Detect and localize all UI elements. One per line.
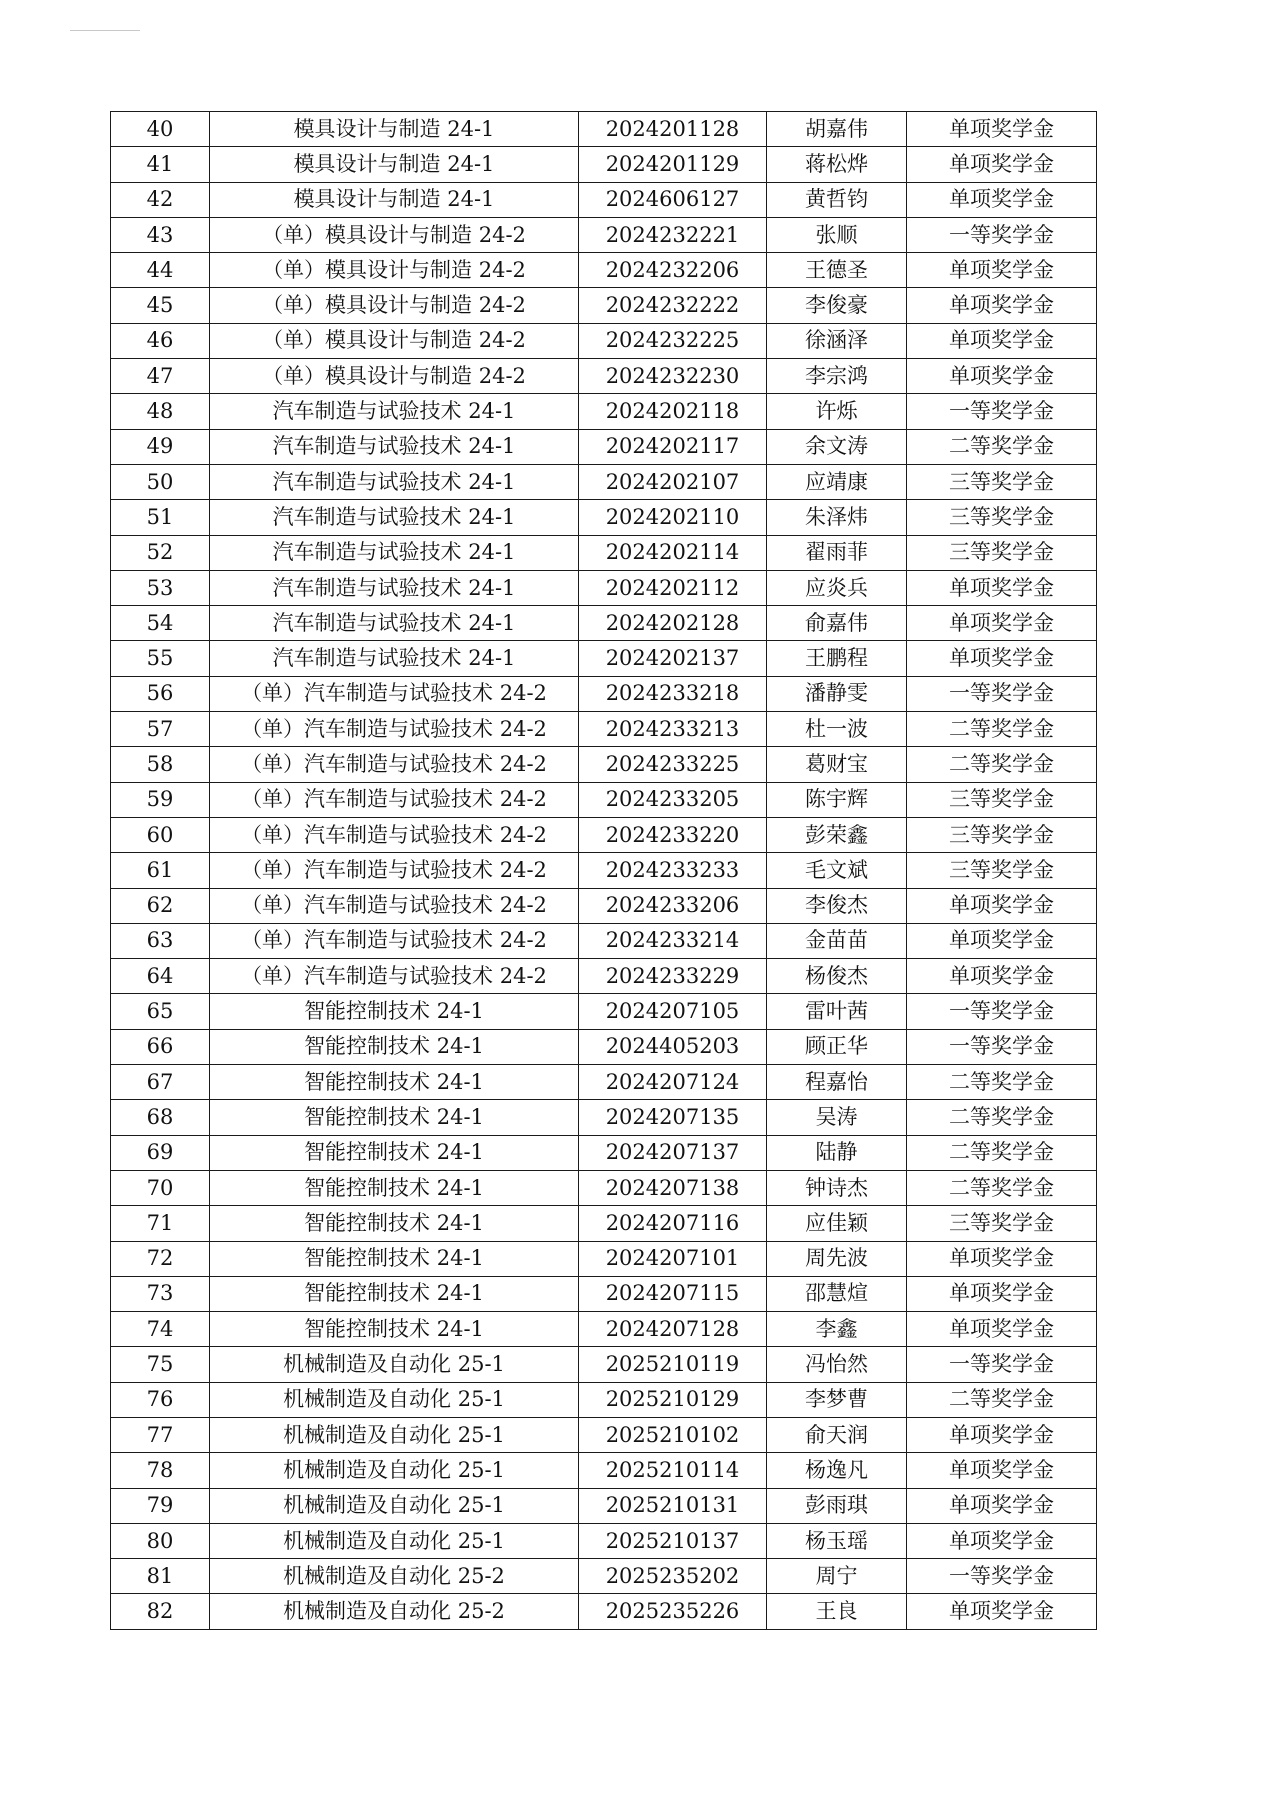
class-name: （单）模具设计与制造 24-2 [210,253,579,288]
table-row [111,888,1097,923]
table-row [111,606,1097,641]
student-name: 葛财宝 [767,747,907,782]
award-type: 三等奖学金 [907,1206,1097,1241]
award-type: 单项奖学金 [907,923,1097,958]
student-name: 俞天润 [767,1417,907,1452]
row-number: 54 [111,606,210,641]
student-id: 2024233218 [579,676,767,711]
class-name: 汽车制造与试验技术 24-1 [210,570,579,605]
student-name: 雷叶茜 [767,994,907,1029]
student-name: 李鑫 [767,1312,907,1347]
student-name: 金苗苗 [767,923,907,958]
student-name: 周宁 [767,1559,907,1594]
award-type: 单项奖学金 [907,112,1097,147]
table-row [111,782,1097,817]
class-name: 智能控制技术 24-1 [210,1065,579,1100]
table-row [111,429,1097,464]
row-number: 67 [111,1065,210,1100]
student-id: 2024207137 [579,1135,767,1170]
table-row [111,217,1097,252]
row-number: 51 [111,500,210,535]
scholarship-table-body [111,112,1097,1630]
award-type: 三等奖学金 [907,853,1097,888]
student-name: 彭荣鑫 [767,817,907,852]
class-name: 汽车制造与试验技术 24-1 [210,641,579,676]
class-name: （单）汽车制造与试验技术 24-2 [210,923,579,958]
student-name: 李宗鸿 [767,359,907,394]
student-id: 2024233225 [579,747,767,782]
row-number: 78 [111,1453,210,1488]
table-row [111,394,1097,429]
table-row [111,1453,1097,1488]
student-id: 2025210114 [579,1453,767,1488]
class-name: 智能控制技术 24-1 [210,1170,579,1205]
student-id: 2024233205 [579,782,767,817]
student-name: 应靖康 [767,464,907,499]
award-type: 一等奖学金 [907,676,1097,711]
table-row [111,1276,1097,1311]
student-name: 余文涛 [767,429,907,464]
class-name: 智能控制技术 24-1 [210,1100,579,1135]
table-row [111,923,1097,958]
student-id: 2024232230 [579,359,767,394]
award-type: 单项奖学金 [907,888,1097,923]
student-name: 蒋松烨 [767,147,907,182]
class-name: 机械制造及自动化 25-2 [210,1594,579,1629]
student-id: 2025210137 [579,1523,767,1558]
award-type: 单项奖学金 [907,570,1097,605]
award-type: 一等奖学金 [907,217,1097,252]
award-type: 单项奖学金 [907,288,1097,323]
student-id: 2024232221 [579,217,767,252]
table-row [111,1382,1097,1417]
class-name: 智能控制技术 24-1 [210,1029,579,1064]
class-name: （单）模具设计与制造 24-2 [210,217,579,252]
award-type: 单项奖学金 [907,323,1097,358]
class-name: （单）模具设计与制造 24-2 [210,359,579,394]
award-type: 一等奖学金 [907,394,1097,429]
class-name: 机械制造及自动化 25-1 [210,1523,579,1558]
class-name: （单）模具设计与制造 24-2 [210,323,579,358]
student-id: 2024207101 [579,1241,767,1276]
student-name: 李俊豪 [767,288,907,323]
student-name: 邵慧煊 [767,1276,907,1311]
table-row [111,535,1097,570]
scholarship-table [110,111,1097,1630]
student-name: 陈宇辉 [767,782,907,817]
row-number: 55 [111,641,210,676]
scan-mark [70,30,140,31]
award-type: 单项奖学金 [907,182,1097,217]
student-name: 程嘉怡 [767,1065,907,1100]
award-type: 一等奖学金 [907,1347,1097,1382]
student-name: 许烁 [767,394,907,429]
award-type: 三等奖学金 [907,500,1097,535]
class-name: 汽车制造与试验技术 24-1 [210,429,579,464]
award-type: 单项奖学金 [907,147,1097,182]
table-row [111,1029,1097,1064]
student-id: 2024202137 [579,641,767,676]
award-type: 二等奖学金 [907,1100,1097,1135]
class-name: 模具设计与制造 24-1 [210,147,579,182]
student-id: 2024232206 [579,253,767,288]
student-id: 2024207115 [579,1276,767,1311]
row-number: 62 [111,888,210,923]
class-name: （单）汽车制造与试验技术 24-2 [210,747,579,782]
class-name: （单）汽车制造与试验技术 24-2 [210,676,579,711]
table-row [111,817,1097,852]
student-id: 2024233206 [579,888,767,923]
student-id: 2024233233 [579,853,767,888]
student-name: 朱泽炜 [767,500,907,535]
table-row [111,1241,1097,1276]
award-type: 二等奖学金 [907,1065,1097,1100]
student-name: 王德圣 [767,253,907,288]
student-id: 2025210131 [579,1488,767,1523]
class-name: 机械制造及自动化 25-1 [210,1382,579,1417]
student-name: 杨玉瑶 [767,1523,907,1558]
class-name: （单）汽车制造与试验技术 24-2 [210,888,579,923]
table-row [111,959,1097,994]
class-name: （单）汽车制造与试验技术 24-2 [210,853,579,888]
class-name: 模具设计与制造 24-1 [210,182,579,217]
student-name: 黄哲钧 [767,182,907,217]
award-type: 单项奖学金 [907,606,1097,641]
table-row [111,1417,1097,1452]
award-type: 二等奖学金 [907,1170,1097,1205]
class-name: 汽车制造与试验技术 24-1 [210,535,579,570]
student-id: 2024405203 [579,1029,767,1064]
student-id: 2024207135 [579,1100,767,1135]
row-number: 66 [111,1029,210,1064]
table-row [111,853,1097,888]
student-id: 2024233220 [579,817,767,852]
student-name: 应佳颖 [767,1206,907,1241]
award-type: 单项奖学金 [907,1276,1097,1311]
student-id: 2024233229 [579,959,767,994]
student-name: 毛文斌 [767,853,907,888]
table-row [111,359,1097,394]
row-number: 70 [111,1170,210,1205]
row-number: 71 [111,1206,210,1241]
table-row [111,676,1097,711]
class-name: （单）汽车制造与试验技术 24-2 [210,712,579,747]
student-id: 2024207105 [579,994,767,1029]
table-row [111,1347,1097,1382]
student-id: 2024202128 [579,606,767,641]
award-type: 一等奖学金 [907,994,1097,1029]
student-id: 2024202107 [579,464,767,499]
row-number: 63 [111,923,210,958]
student-name: 胡嘉伟 [767,112,907,147]
student-name: 翟雨菲 [767,535,907,570]
class-name: 机械制造及自动化 25-1 [210,1453,579,1488]
award-type: 二等奖学金 [907,1135,1097,1170]
class-name: 智能控制技术 24-1 [210,994,579,1029]
row-number: 77 [111,1417,210,1452]
class-name: 机械制造及自动化 25-1 [210,1347,579,1382]
student-id: 2024202112 [579,570,767,605]
student-id: 2025235202 [579,1559,767,1594]
class-name: 智能控制技术 24-1 [210,1206,579,1241]
table-row [111,570,1097,605]
class-name: 智能控制技术 24-1 [210,1312,579,1347]
class-name: 模具设计与制造 24-1 [210,112,579,147]
row-number: 76 [111,1382,210,1417]
class-name: （单）汽车制造与试验技术 24-2 [210,817,579,852]
row-number: 80 [111,1523,210,1558]
row-number: 53 [111,570,210,605]
row-number: 56 [111,676,210,711]
award-type: 单项奖学金 [907,1241,1097,1276]
table-row [111,288,1097,323]
award-type: 二等奖学金 [907,712,1097,747]
table-row [111,500,1097,535]
row-number: 72 [111,1241,210,1276]
row-number: 74 [111,1312,210,1347]
table-row [111,1312,1097,1347]
row-number: 65 [111,994,210,1029]
row-number: 42 [111,182,210,217]
row-number: 44 [111,253,210,288]
student-id: 2024201128 [579,112,767,147]
award-type: 二等奖学金 [907,747,1097,782]
class-name: 机械制造及自动化 25-1 [210,1488,579,1523]
table-row [111,464,1097,499]
student-id: 2024201129 [579,147,767,182]
row-number: 57 [111,712,210,747]
student-id: 2024232225 [579,323,767,358]
row-number: 81 [111,1559,210,1594]
student-name: 吴涛 [767,1100,907,1135]
row-number: 82 [111,1594,210,1629]
student-name: 王鹏程 [767,641,907,676]
student-name: 杨俊杰 [767,959,907,994]
student-name: 彭雨琪 [767,1488,907,1523]
row-number: 64 [111,959,210,994]
table-row [111,112,1097,147]
table-row [111,1488,1097,1523]
student-name: 杨逸凡 [767,1453,907,1488]
table-row [111,1594,1097,1629]
class-name: 智能控制技术 24-1 [210,1135,579,1170]
row-number: 61 [111,853,210,888]
award-type: 一等奖学金 [907,1559,1097,1594]
table-row [111,1100,1097,1135]
student-name: 应炎兵 [767,570,907,605]
class-name: 汽车制造与试验技术 24-1 [210,394,579,429]
student-id: 2024232222 [579,288,767,323]
student-id: 2024207124 [579,1065,767,1100]
award-type: 单项奖学金 [907,359,1097,394]
student-name: 陆静 [767,1135,907,1170]
student-name: 徐涵泽 [767,323,907,358]
row-number: 45 [111,288,210,323]
table-row [111,641,1097,676]
class-name: 机械制造及自动化 25-1 [210,1417,579,1452]
row-number: 52 [111,535,210,570]
class-name: 智能控制技术 24-1 [210,1276,579,1311]
row-number: 68 [111,1100,210,1135]
student-id: 2024207138 [579,1170,767,1205]
student-id: 2024233213 [579,712,767,747]
student-id: 2025210119 [579,1347,767,1382]
table-row [111,182,1097,217]
class-name: （单）汽车制造与试验技术 24-2 [210,782,579,817]
student-name: 李俊杰 [767,888,907,923]
award-type: 二等奖学金 [907,429,1097,464]
row-number: 73 [111,1276,210,1311]
student-id: 2025210102 [579,1417,767,1452]
class-name: 智能控制技术 24-1 [210,1241,579,1276]
table-row [111,253,1097,288]
award-type: 单项奖学金 [907,1523,1097,1558]
row-number: 50 [111,464,210,499]
student-name: 李梦曹 [767,1382,907,1417]
table-row [111,1206,1097,1241]
student-name: 潘静雯 [767,676,907,711]
award-type: 一等奖学金 [907,1029,1097,1064]
award-type: 单项奖学金 [907,1453,1097,1488]
student-id: 2024606127 [579,182,767,217]
award-type: 单项奖学金 [907,1312,1097,1347]
student-id: 2024207128 [579,1312,767,1347]
table-row [111,1559,1097,1594]
row-number: 59 [111,782,210,817]
student-id: 2024233214 [579,923,767,958]
student-id: 2024202118 [579,394,767,429]
student-name: 钟诗杰 [767,1170,907,1205]
student-name: 俞嘉伟 [767,606,907,641]
student-id: 2024202117 [579,429,767,464]
award-type: 三等奖学金 [907,535,1097,570]
student-name: 顾正华 [767,1029,907,1064]
class-name: （单）汽车制造与试验技术 24-2 [210,959,579,994]
class-name: 汽车制造与试验技术 24-1 [210,606,579,641]
row-number: 69 [111,1135,210,1170]
student-id: 2024207116 [579,1206,767,1241]
row-number: 75 [111,1347,210,1382]
row-number: 41 [111,147,210,182]
table-row [111,323,1097,358]
student-name: 杜一波 [767,712,907,747]
table-row [111,747,1097,782]
table-row [111,994,1097,1029]
row-number: 58 [111,747,210,782]
row-number: 40 [111,112,210,147]
award-type: 单项奖学金 [907,253,1097,288]
class-name: （单）模具设计与制造 24-2 [210,288,579,323]
award-type: 单项奖学金 [907,1488,1097,1523]
award-type: 单项奖学金 [907,641,1097,676]
student-id: 2024202114 [579,535,767,570]
award-type: 三等奖学金 [907,817,1097,852]
award-type: 三等奖学金 [907,782,1097,817]
student-name: 冯怡然 [767,1347,907,1382]
student-id: 2024202110 [579,500,767,535]
class-name: 机械制造及自动化 25-2 [210,1559,579,1594]
table-row [111,712,1097,747]
award-type: 单项奖学金 [907,959,1097,994]
row-number: 47 [111,359,210,394]
class-name: 汽车制造与试验技术 24-1 [210,500,579,535]
award-type: 二等奖学金 [907,1382,1097,1417]
class-name: 汽车制造与试验技术 24-1 [210,464,579,499]
student-id: 2025235226 [579,1594,767,1629]
row-number: 43 [111,217,210,252]
row-number: 46 [111,323,210,358]
row-number: 79 [111,1488,210,1523]
student-name: 周先波 [767,1241,907,1276]
table-row [111,1135,1097,1170]
student-name: 王良 [767,1594,907,1629]
table-row [111,147,1097,182]
table-row [111,1523,1097,1558]
row-number: 49 [111,429,210,464]
row-number: 48 [111,394,210,429]
row-number: 60 [111,817,210,852]
award-type: 单项奖学金 [907,1417,1097,1452]
award-type: 单项奖学金 [907,1594,1097,1629]
award-type: 三等奖学金 [907,464,1097,499]
table-row [111,1170,1097,1205]
student-name: 张顺 [767,217,907,252]
table-row [111,1065,1097,1100]
student-id: 2025210129 [579,1382,767,1417]
